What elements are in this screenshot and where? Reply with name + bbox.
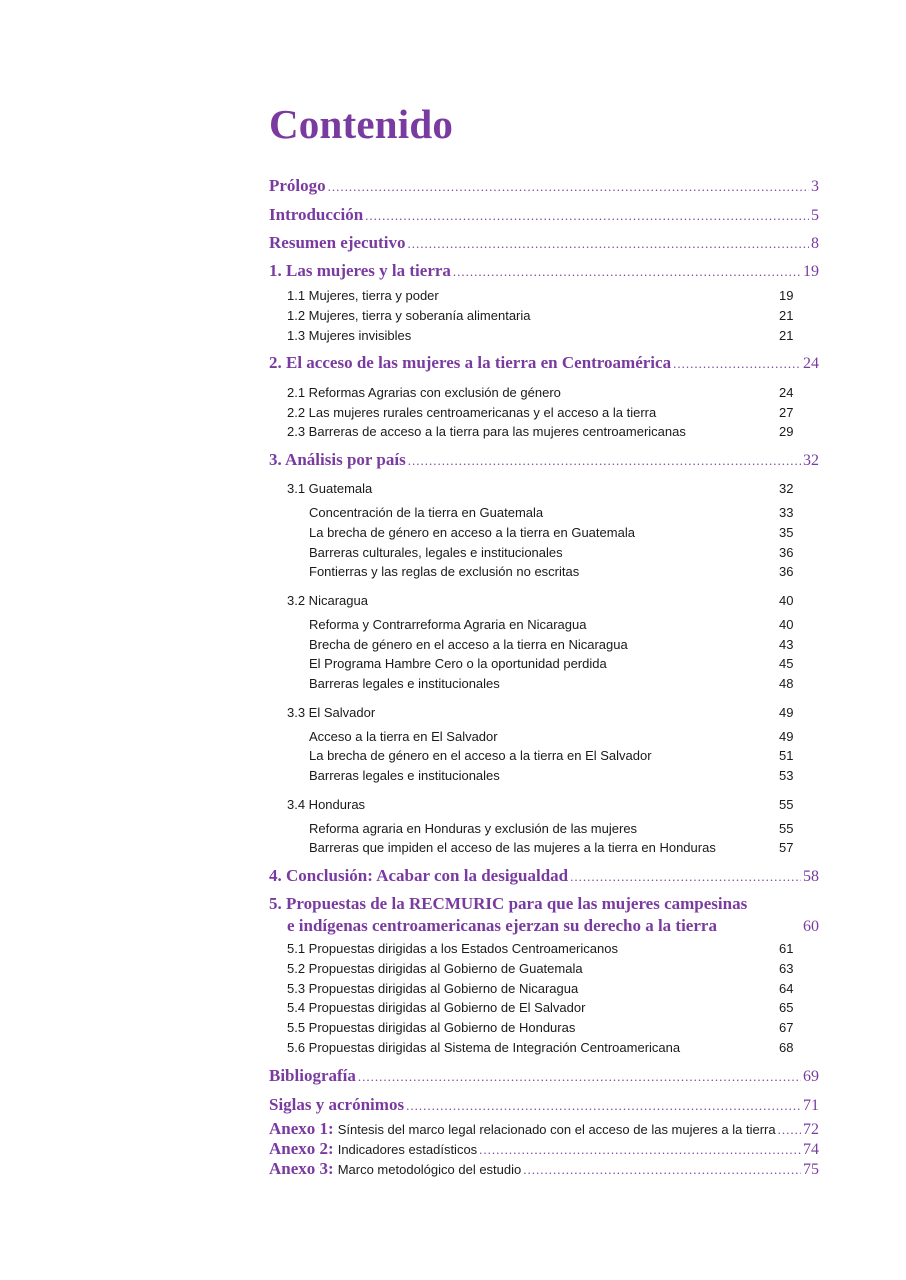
toc-entry-section-1[interactable] <box>269 261 819 281</box>
entry-label: Anexo 2: <box>269 1139 334 1158</box>
dot-leader <box>453 264 801 280</box>
entry-title: 5.3 Propuestas dirigidas al Gobierno de Nicaragua <box>287 981 579 996</box>
entry-description: Marco metodológico del estudio <box>337 1162 522 1177</box>
toc-subentry[interactable] <box>287 1040 799 1055</box>
entry-page: 32 <box>779 481 794 496</box>
entry-page: 45 <box>779 656 794 671</box>
toc-entry-anexo-1[interactable] <box>269 1119 819 1139</box>
toc-subentry[interactable] <box>287 328 799 343</box>
toc-entry-introduccion[interactable] <box>269 205 819 225</box>
toc-subentry[interactable] <box>287 424 799 439</box>
toc-subentry[interactable] <box>287 1000 799 1015</box>
toc-entry-anexo-3[interactable] <box>269 1159 819 1179</box>
entry-title: Barreras legales e institucionales <box>309 676 500 691</box>
toc-subentry-el-salvador[interactable] <box>287 705 799 720</box>
toc-subentry[interactable] <box>287 981 799 996</box>
entry-title: 2.2 Las mujeres rurales centroamericanas y el acceso a la tierra <box>287 405 657 420</box>
entry-page: 72 <box>803 1121 819 1138</box>
dot-leader <box>479 1142 801 1158</box>
toc-subentry[interactable] <box>287 385 799 400</box>
entry-title: 5.6 Propuestas dirigidas al Sistema de Integración Centroamericana <box>287 1040 681 1055</box>
toc-subentry[interactable] <box>287 1020 799 1035</box>
entry-page: 58 <box>803 868 819 885</box>
entry-page: 24 <box>803 355 819 372</box>
entry-title: Concentración de la tierra en Guatemala <box>309 505 544 520</box>
dot-leader <box>673 356 801 372</box>
entry-title: 1.1 Mujeres, tierra y poder <box>287 288 439 303</box>
toc-entry-section-2[interactable] <box>269 353 819 373</box>
toc-entry-section-4[interactable] <box>269 866 819 886</box>
entry-title: 3.1 Guatemala <box>287 481 373 496</box>
toc-subsubentry[interactable] <box>309 617 799 632</box>
entry-title: Siglas y acrónimos <box>269 1095 405 1114</box>
entry-title: 3.2 Nicaragua <box>287 593 368 608</box>
entry-title: Brecha de género en el acceso a la tierra en Nicaragua <box>309 637 628 652</box>
entry-page: 49 <box>779 729 794 744</box>
entry-page: 29 <box>779 424 794 439</box>
page-title: Contenido <box>269 101 454 147</box>
toc-subentry[interactable] <box>287 288 799 303</box>
entry-page: 57 <box>779 840 794 855</box>
toc-subsubentry[interactable] <box>309 637 799 652</box>
entry-title: 3.4 Honduras <box>287 797 366 812</box>
entry-page: 27 <box>779 405 794 420</box>
toc-subsubentry[interactable] <box>309 525 799 540</box>
entry-title: 2.3 Barreras de acceso a la tierra para las mujeres centroamericanas <box>287 424 686 439</box>
entry-label: Anexo 1: <box>269 1119 334 1138</box>
entry-page: 32 <box>803 452 819 469</box>
entry-title: Barreras que impiden el acceso de las mujeres a la tierra en Honduras <box>309 840 716 855</box>
entry-title: La brecha de género en el acceso a la tierra en El Salvador <box>309 748 652 763</box>
entry-page: 64 <box>779 981 794 996</box>
entry-page: 49 <box>779 705 794 720</box>
toc-entry-prologo[interactable] <box>269 176 819 196</box>
entry-title: 5.5 Propuestas dirigidas al Gobierno de Honduras <box>287 1020 576 1035</box>
entry-page: 71 <box>803 1097 819 1114</box>
toc-subsubentry[interactable] <box>309 676 799 691</box>
entry-title: Fontierras y las reglas de exclusión no escritas <box>309 564 580 579</box>
entry-page: 60 <box>803 918 819 935</box>
entry-title: Introducción <box>269 205 364 224</box>
entry-title: Resumen ejecutivo <box>269 233 406 252</box>
toc-subsubentry[interactable] <box>309 656 799 671</box>
toc-subentry[interactable] <box>287 961 799 976</box>
dot-leader <box>570 869 801 885</box>
toc-entry-section-5[interactable] <box>269 894 819 936</box>
entry-page: 8 <box>811 235 819 252</box>
toc-subentry-honduras[interactable] <box>287 797 799 812</box>
entry-title-line1: 5. Propuestas de la RECMURIC para que las mujeres campesinas <box>269 894 748 913</box>
entry-page: 40 <box>779 617 794 632</box>
entry-description: Síntesis del marco legal relacionado con el acceso de las mujeres a la tierra <box>337 1122 776 1137</box>
entry-page: 51 <box>779 748 794 763</box>
entry-title-line2: e indígenas centroamericanas ejerzan su derecho a la tierra <box>287 916 717 935</box>
entry-title-line2-row <box>287 916 819 936</box>
entry-description: Indicadores estadísticos <box>337 1142 478 1157</box>
entry-title: 5.4 Propuestas dirigidas al Gobierno de El Salvador <box>287 1000 586 1015</box>
entry-title: Reforma y Contrarreforma Agraria en Nicaragua <box>309 617 587 632</box>
dot-leader <box>358 1069 801 1085</box>
entry-page: 48 <box>779 676 794 691</box>
toc-subentry-guatemala[interactable] <box>287 481 799 496</box>
entry-label: Anexo 3: <box>269 1159 334 1178</box>
dot-leader <box>408 453 801 469</box>
toc-subentry[interactable] <box>287 941 799 956</box>
toc-subsubentry[interactable] <box>309 729 799 744</box>
entry-page: 21 <box>779 328 794 343</box>
entry-page: 19 <box>803 263 819 280</box>
toc-subsubentry[interactable] <box>309 840 799 855</box>
entry-page: 55 <box>779 821 794 836</box>
entry-page: 5 <box>811 207 819 224</box>
toc-subentry[interactable] <box>287 308 799 323</box>
entry-title: La brecha de género en acceso a la tierra en Guatemala <box>309 525 635 540</box>
toc-subentry-nicaragua[interactable] <box>287 593 799 608</box>
toc-subsubentry[interactable] <box>309 748 799 763</box>
entry-title: Reforma agraria en Honduras y exclusión de las mujeres <box>309 821 638 836</box>
entry-title: 1.3 Mujeres invisibles <box>287 328 412 343</box>
entry-page: 61 <box>779 941 794 956</box>
entry-page: 3 <box>811 178 819 195</box>
toc-subsubentry[interactable] <box>309 768 799 783</box>
toc-subsubentry[interactable] <box>309 564 799 579</box>
entry-page: 24 <box>779 385 794 400</box>
entry-page: 55 <box>779 797 794 812</box>
entry-page: 69 <box>803 1068 819 1085</box>
dot-leader <box>406 1098 801 1114</box>
entry-title: Barreras culturales, legales e institucionales <box>309 545 563 560</box>
entry-page: 53 <box>779 768 794 783</box>
dot-leader <box>778 1122 801 1138</box>
entry-page: 19 <box>779 288 794 303</box>
entry-page: 65 <box>779 1000 794 1015</box>
entry-page: 67 <box>779 1020 794 1035</box>
entry-title: 5.1 Propuestas dirigidas a los Estados Centroamericanos <box>287 941 618 956</box>
entry-page: 75 <box>803 1161 819 1178</box>
toc-subsubentry[interactable] <box>309 505 799 520</box>
entry-page: 33 <box>779 505 794 520</box>
entry-page: 40 <box>779 593 794 608</box>
dot-leader <box>523 1162 801 1178</box>
entry-page: 68 <box>779 1040 794 1055</box>
entry-title: Acceso a la tierra en El Salvador <box>309 729 498 744</box>
toc-entry-resumen[interactable] <box>269 233 819 253</box>
dot-leader <box>365 208 809 224</box>
entry-title: Prólogo <box>269 176 326 195</box>
entry-title: 1. Las mujeres y la tierra <box>269 261 451 280</box>
entry-page: 74 <box>803 1141 819 1158</box>
toc-subsubentry[interactable] <box>309 821 799 836</box>
entry-title: 3.3 El Salvador <box>287 705 376 720</box>
entry-title: 2.1 Reformas Agrarias con exclusión de género <box>287 385 561 400</box>
dot-leader <box>328 179 809 195</box>
entry-page: 43 <box>779 637 794 652</box>
entry-page: 35 <box>779 525 794 540</box>
entry-title: 2. El acceso de las mujeres a la tierra en Centroamérica <box>269 353 672 372</box>
entry-title: 3. Análisis por país <box>269 450 406 469</box>
entry-page: 63 <box>779 961 794 976</box>
entry-title: 1.2 Mujeres, tierra y soberanía alimentaria <box>287 308 531 323</box>
entry-title: 4. Conclusión: Acabar con la desigualdad <box>269 866 569 885</box>
entry-title: El Programa Hambre Cero o la oportunidad perdida <box>309 656 607 671</box>
toc-subentry[interactable] <box>287 405 799 420</box>
entry-title: Bibliografía <box>269 1066 356 1085</box>
toc-entry-anexo-2[interactable] <box>269 1139 819 1159</box>
toc-subsubentry[interactable] <box>309 545 799 560</box>
toc-entry-section-3[interactable] <box>269 450 819 470</box>
entry-title: Barreras legales e institucionales <box>309 768 500 783</box>
toc-entry-bibliografia[interactable] <box>269 1066 819 1086</box>
toc-entry-siglas[interactable] <box>269 1095 819 1115</box>
entry-page: 36 <box>779 545 794 560</box>
entry-title: 5.2 Propuestas dirigidas al Gobierno de Guatemala <box>287 961 583 976</box>
entry-page: 21 <box>779 308 794 323</box>
dot-leader <box>407 236 809 252</box>
entry-page: 36 <box>779 564 794 579</box>
